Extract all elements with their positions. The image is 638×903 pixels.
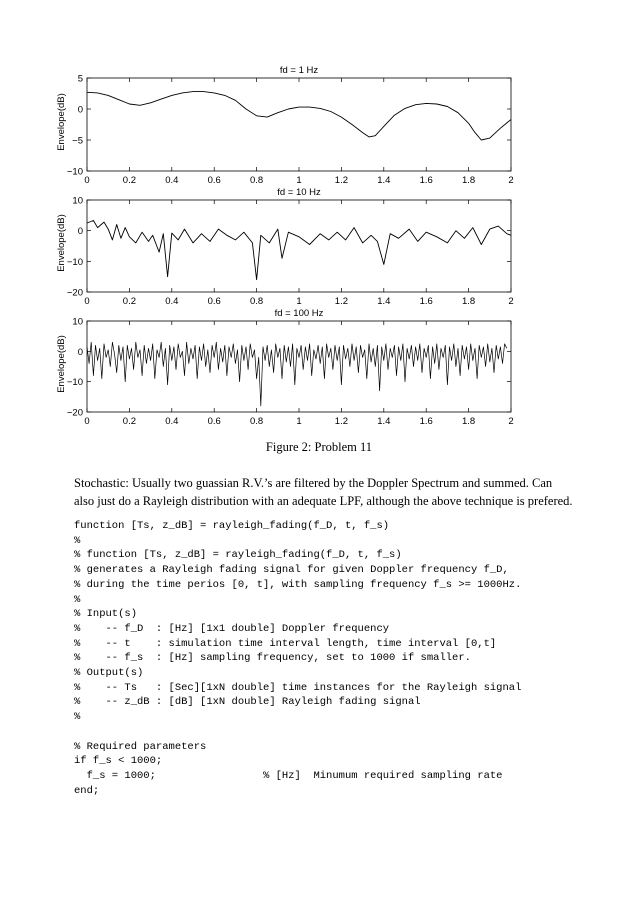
y-tick-label: −10 <box>66 166 83 178</box>
x-tick-label: 0.4 <box>165 416 179 427</box>
y-tick-label: −10 <box>66 256 83 268</box>
y-tick-label: 5 <box>77 73 83 85</box>
x-tick-label: 2 <box>508 416 514 427</box>
y-tick-label: 0 <box>77 226 83 238</box>
x-tick-label: 0.8 <box>249 175 264 186</box>
x-tick-label: 2 <box>508 175 514 186</box>
series-line <box>87 342 507 406</box>
code-listing: function [Ts, z_dB] = rayleigh_fading(f_D, t, f_s) % % function [Ts, z_dB] = rayleigh_fading(f_D, t, f_s) % generates a Rayleigh fading signal for given Doppler frequency f_D, % during the time perios [0, t], with sampling frequency f_s >= 1000Hz. % % Input(s) % -- f_D : [Hz] [1x1 double] Doppler frequency % -- t : simulation time interval length, time interval [0,t] % -- f_s : [Hz] sampling frequency, set to 1000 if smaller. % Output(s) % -- Ts : [Sec][1xN double] time instances for the Rayleigh signal % -- z_dB : [dB] [1xN double] Rayleigh fading signal % % Required parameters if f_s < 1000; f_s = 1000; % [Hz] Minumum required sampling rate end; <box>74 520 522 797</box>
x-tick-label: 1.4 <box>377 416 391 427</box>
y-axis-label: Envelope(dB) <box>56 214 67 272</box>
x-tick-label: 0.6 <box>207 296 221 307</box>
x-tick-label: 0.8 <box>249 296 264 307</box>
x-tick-label: 2 <box>508 296 514 307</box>
x-tick-label: 1 <box>296 416 302 427</box>
axes-box <box>87 321 511 412</box>
y-tick-label: 10 <box>72 316 83 328</box>
x-tick-label: 1.2 <box>334 175 349 186</box>
y-tick-label: 0 <box>77 346 83 358</box>
x-tick-label: 0 <box>84 296 90 307</box>
x-tick-label: 1.4 <box>377 175 391 186</box>
x-tick-label: 0.4 <box>165 175 179 186</box>
y-axis-label: Envelope(dB) <box>56 335 67 393</box>
x-tick-label: 0.8 <box>249 416 264 427</box>
y-tick-label: −10 <box>66 377 83 389</box>
y-axis-label: Envelope(dB) <box>56 93 67 151</box>
y-tick-label: −5 <box>72 135 83 147</box>
x-tick-label: 0.6 <box>207 175 221 186</box>
x-tick-label: 1.6 <box>419 296 433 307</box>
body-paragraph: Stochastic: Usually two guassian R.V.’s are filtered by the Doppler Spectrum and summed. Can also just do a Rayleigh distribution with an adequate LPF, although the above technique is prefered. <box>74 476 573 508</box>
y-tick-label: −20 <box>66 287 83 299</box>
x-tick-label: 1.6 <box>419 175 433 186</box>
chart-title: fd = 100 Hz <box>274 308 324 319</box>
x-tick-label: 1.2 <box>334 416 349 427</box>
x-tick-label: 0 <box>84 416 90 427</box>
y-tick-label: 0 <box>77 104 83 116</box>
x-tick-label: 1.2 <box>334 296 349 307</box>
x-tick-label: 0.6 <box>207 416 221 427</box>
y-tick-label: −20 <box>66 407 83 419</box>
x-tick-label: 0.4 <box>165 296 179 307</box>
x-tick-label: 0 <box>84 175 90 186</box>
x-tick-label: 1.4 <box>377 296 391 307</box>
figure-caption: Figure 2: Problem 11 <box>265 440 373 454</box>
plot-fd100 <box>0 0 638 430</box>
x-tick-label: 1.6 <box>419 416 433 427</box>
chart-title: fd = 10 Hz <box>277 187 321 198</box>
x-tick-label: 1.8 <box>461 175 476 186</box>
y-tick-label: 10 <box>72 195 83 207</box>
x-tick-label: 0.2 <box>122 416 137 427</box>
chart-title: fd = 1 Hz <box>279 65 319 76</box>
x-tick-label: 0.2 <box>122 175 137 186</box>
x-tick-label: 1 <box>296 175 302 186</box>
x-tick-label: 1.8 <box>461 296 476 307</box>
x-tick-label: 1.8 <box>461 416 476 427</box>
x-tick-label: 0.2 <box>122 296 137 307</box>
x-tick-label: 1 <box>296 296 302 307</box>
